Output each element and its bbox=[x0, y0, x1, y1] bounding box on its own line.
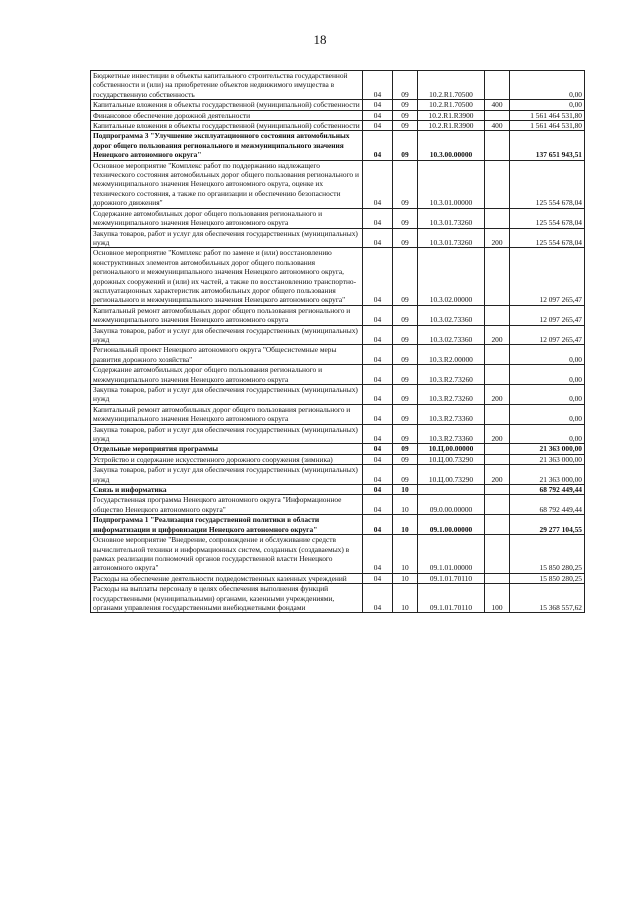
row-section: 04 bbox=[363, 131, 393, 160]
row-target-article: 09.1.00.00000 bbox=[418, 515, 485, 535]
table-row bbox=[91, 485, 585, 495]
row-section: 04 bbox=[363, 465, 393, 485]
row-name: Закупка товаров, работ и услуг для обеспечения государственных (муниципальных) нужд bbox=[91, 465, 363, 485]
row-expense-type bbox=[485, 305, 510, 325]
row-amount: 29 277 104,55 bbox=[510, 515, 585, 535]
row-subsection: 09 bbox=[393, 121, 418, 131]
row-section: 04 bbox=[363, 424, 393, 444]
row-section: 04 bbox=[363, 228, 393, 248]
row-subsection: 09 bbox=[393, 131, 418, 160]
table-row bbox=[91, 228, 585, 248]
row-name: Связь и информатика bbox=[91, 485, 363, 495]
row-section: 04 bbox=[363, 121, 393, 131]
row-subsection: 09 bbox=[393, 325, 418, 345]
table-row bbox=[91, 404, 585, 424]
row-amount: 12 097 265,47 bbox=[510, 248, 585, 305]
row-amount: 12 097 265,47 bbox=[510, 305, 585, 325]
row-amount: 0,00 bbox=[510, 345, 585, 365]
row-target-article: 10.Ц.00.73290 bbox=[418, 465, 485, 485]
row-amount: 0,00 bbox=[510, 385, 585, 405]
row-target-article: 10.2.R1.R3900 bbox=[418, 110, 485, 120]
row-amount: 12 097 265,47 bbox=[510, 325, 585, 345]
row-subsection: 09 bbox=[393, 228, 418, 248]
table-row bbox=[91, 495, 585, 515]
row-amount: 0,00 bbox=[510, 365, 585, 385]
row-section: 04 bbox=[363, 208, 393, 228]
row-name: Региональный проект Ненецкого автономного округа "Общесистемные меры развития дорожного хозяйства" bbox=[91, 345, 363, 365]
row-amount: 21 363 000,00 bbox=[510, 465, 585, 485]
table-row bbox=[91, 325, 585, 345]
row-amount: 0,00 bbox=[510, 100, 585, 110]
row-target-article: 10.2.R1.R3900 bbox=[418, 121, 485, 131]
row-name: Расходы на обеспечение деятельности подведомственных казенных учреждений bbox=[91, 573, 363, 583]
row-amount: 68 792 449,44 bbox=[510, 485, 585, 495]
row-expense-type bbox=[485, 573, 510, 583]
row-subsection: 09 bbox=[393, 208, 418, 228]
row-section: 04 bbox=[363, 535, 393, 574]
row-section: 04 bbox=[363, 454, 393, 464]
row-expense-type bbox=[485, 495, 510, 515]
row-amount: 125 554 678,04 bbox=[510, 208, 585, 228]
row-expense-type bbox=[485, 485, 510, 495]
row-expense-type bbox=[485, 444, 510, 454]
row-expense-type bbox=[485, 131, 510, 160]
row-target-article: 10.3.R2.73360 bbox=[418, 424, 485, 444]
row-subsection: 09 bbox=[393, 160, 418, 208]
row-target-article: 10.3.01.73260 bbox=[418, 228, 485, 248]
row-name: Капитальный ремонт автомобильных дорог общего пользования регионального и межмуниципального значения Ненецкого автономного округа bbox=[91, 404, 363, 424]
table-row bbox=[91, 465, 585, 485]
table-row bbox=[91, 454, 585, 464]
row-expense-type: 200 bbox=[485, 325, 510, 345]
row-expense-type: 100 bbox=[485, 584, 510, 613]
row-subsection: 10 bbox=[393, 584, 418, 613]
row-expense-type: 200 bbox=[485, 385, 510, 405]
row-expense-type: 200 bbox=[485, 424, 510, 444]
row-name: Закупка товаров, работ и услуг для обеспечения государственных (муниципальных) нужд bbox=[91, 228, 363, 248]
row-target-article: 10.3.01.00000 bbox=[418, 160, 485, 208]
row-name: Устройство и содержание искусственного дорожного сооружения (зимника) bbox=[91, 454, 363, 464]
row-subsection: 09 bbox=[393, 110, 418, 120]
row-section: 04 bbox=[363, 365, 393, 385]
row-name: Основное мероприятие "Комплекс работ по поддержанию надлежащего технического состояния автомобильных дорог общего пользования регионального и межмуниципального значения Ненецкого автономного округа, оценке их технического состояния, а также по организации и обеспечению безопасности дорожного движения" bbox=[91, 160, 363, 208]
row-target-article: 10.Ц.00.73290 bbox=[418, 454, 485, 464]
row-expense-type bbox=[485, 110, 510, 120]
row-target-article: 10.3.02.73360 bbox=[418, 305, 485, 325]
row-amount: 15 850 280,25 bbox=[510, 573, 585, 583]
row-name: Бюджетные инвестиции в объекты капитального строительства государственной собственности и (или) на приобретение объектов недвижимого имущества в государственную собственность bbox=[91, 71, 363, 100]
table-row bbox=[91, 208, 585, 228]
row-name: Закупка товаров, работ и услуг для обеспечения государственных (муниципальных) нужд bbox=[91, 325, 363, 345]
row-subsection: 10 bbox=[393, 535, 418, 574]
row-expense-type bbox=[485, 515, 510, 535]
row-section: 04 bbox=[363, 495, 393, 515]
row-target-article: 10.3.R2.73260 bbox=[418, 365, 485, 385]
row-expense-type bbox=[485, 160, 510, 208]
table-row bbox=[91, 160, 585, 208]
row-section: 04 bbox=[363, 110, 393, 120]
row-name: Капитальный ремонт автомобильных дорог общего пользования регионального и межмуниципального значения Ненецкого автономного округа bbox=[91, 305, 363, 325]
row-subsection: 09 bbox=[393, 424, 418, 444]
row-name: Закупка товаров, работ и услуг для обеспечения государственных (муниципальных) нужд bbox=[91, 424, 363, 444]
row-amount: 1 561 464 531,80 bbox=[510, 121, 585, 131]
row-section: 04 bbox=[363, 485, 393, 495]
row-amount: 15 850 280,25 bbox=[510, 535, 585, 574]
row-expense-type bbox=[485, 345, 510, 365]
row-subsection: 09 bbox=[393, 454, 418, 464]
row-amount: 125 554 678,04 bbox=[510, 160, 585, 208]
row-subsection: 10 bbox=[393, 515, 418, 535]
row-subsection: 09 bbox=[393, 404, 418, 424]
row-subsection: 10 bbox=[393, 485, 418, 495]
row-subsection: 09 bbox=[393, 444, 418, 454]
table-row bbox=[91, 305, 585, 325]
row-expense-type bbox=[485, 208, 510, 228]
table-row bbox=[91, 573, 585, 583]
row-amount: 0,00 bbox=[510, 424, 585, 444]
row-subsection: 09 bbox=[393, 385, 418, 405]
row-target-article: 10.3.R2.73260 bbox=[418, 385, 485, 405]
row-subsection: 09 bbox=[393, 100, 418, 110]
row-target-article: 09.1.01.70110 bbox=[418, 573, 485, 583]
row-name: Закупка товаров, работ и услуг для обеспечения государственных (муниципальных) нужд bbox=[91, 385, 363, 405]
row-target-article: 10.Ц.00.00000 bbox=[418, 444, 485, 454]
row-section: 04 bbox=[363, 515, 393, 535]
row-target-article: 09.1.01.00000 bbox=[418, 535, 485, 574]
row-name: Подпрограмма 1 "Реализация государственной политики в области информатизации и цифровизации Ненецкого автономного округа" bbox=[91, 515, 363, 535]
table-row bbox=[91, 535, 585, 574]
row-section: 04 bbox=[363, 100, 393, 110]
row-section: 04 bbox=[363, 248, 393, 305]
row-expense-type bbox=[485, 404, 510, 424]
row-subsection: 09 bbox=[393, 365, 418, 385]
row-name: Государственная программа Ненецкого автономного округа "Информационное общество Ненецкого автономного округа" bbox=[91, 495, 363, 515]
row-amount: 1 561 464 531,80 bbox=[510, 110, 585, 120]
row-target-article: 09.1.01.70110 bbox=[418, 584, 485, 613]
row-target-article: 10.3.02.00000 bbox=[418, 248, 485, 305]
row-expense-type bbox=[485, 454, 510, 464]
row-expense-type: 400 bbox=[485, 121, 510, 131]
row-name: Капитальные вложения в объекты государственной (муниципальной) собственности bbox=[91, 100, 363, 110]
row-target-article: 10.2.R1.70500 bbox=[418, 71, 485, 100]
row-name: Капитальные вложения в объекты государственной (муниципальной) собственности bbox=[91, 121, 363, 131]
row-amount: 125 554 678,04 bbox=[510, 228, 585, 248]
table-row bbox=[91, 385, 585, 405]
row-section: 04 bbox=[363, 584, 393, 613]
row-target-article: 10.3.01.73260 bbox=[418, 208, 485, 228]
row-name: Содержание автомобильных дорог общего пользования регионального и межмуниципального значения Ненецкого автономного округа bbox=[91, 208, 363, 228]
table-row bbox=[91, 100, 585, 110]
row-target-article bbox=[418, 485, 485, 495]
row-expense-type bbox=[485, 535, 510, 574]
row-expense-type: 400 bbox=[485, 100, 510, 110]
row-target-article: 10.3.R2.00000 bbox=[418, 345, 485, 365]
row-expense-type bbox=[485, 248, 510, 305]
row-target-article: 10.3.00.00000 bbox=[418, 131, 485, 160]
row-amount: 15 368 557,62 bbox=[510, 584, 585, 613]
row-name: Финансовое обеспечение дорожной деятельности bbox=[91, 110, 363, 120]
table-row bbox=[91, 131, 585, 160]
row-expense-type: 200 bbox=[485, 228, 510, 248]
row-subsection: 10 bbox=[393, 495, 418, 515]
row-subsection: 10 bbox=[393, 573, 418, 583]
row-target-article: 09.0.00.00000 bbox=[418, 495, 485, 515]
table-row bbox=[91, 515, 585, 535]
row-section: 04 bbox=[363, 325, 393, 345]
row-section: 04 bbox=[363, 404, 393, 424]
table-row bbox=[91, 71, 585, 100]
row-subsection: 09 bbox=[393, 305, 418, 325]
row-name: Отдельные мероприятия программы bbox=[91, 444, 363, 454]
table-row bbox=[91, 121, 585, 131]
row-amount: 21 363 000,00 bbox=[510, 444, 585, 454]
row-amount: 0,00 bbox=[510, 71, 585, 100]
row-amount: 137 651 943,51 bbox=[510, 131, 585, 160]
row-subsection: 09 bbox=[393, 71, 418, 100]
row-section: 04 bbox=[363, 160, 393, 208]
table-row bbox=[91, 110, 585, 120]
table-row bbox=[91, 424, 585, 444]
row-section: 04 bbox=[363, 573, 393, 583]
table-row bbox=[91, 444, 585, 454]
row-name: Основное мероприятие "Комплекс работ по замене и (или) восстановлению конструктивных элементов автомобильных дорог общего пользования регионального и межмуниципального значения Ненецкого автономного округа, дорожных сооружений и (или) их частей, а также по восстановлению транспортно-эксплуатационных характеристик автомобильных дорог общего пользования регионального и межмуниципального значения Ненецкого автономного округа" bbox=[91, 248, 363, 305]
row-expense-type bbox=[485, 365, 510, 385]
row-amount: 0,00 bbox=[510, 404, 585, 424]
table-row bbox=[91, 345, 585, 365]
row-expense-type bbox=[485, 71, 510, 100]
row-target-article: 10.3.02.73360 bbox=[418, 325, 485, 345]
row-target-article: 10.2.R1.70500 bbox=[418, 100, 485, 110]
row-subsection: 09 bbox=[393, 345, 418, 365]
table-row bbox=[91, 584, 585, 613]
row-amount: 68 792 449,44 bbox=[510, 495, 585, 515]
row-target-article: 10.3.R2.73360 bbox=[418, 404, 485, 424]
row-section: 04 bbox=[363, 385, 393, 405]
row-subsection: 09 bbox=[393, 465, 418, 485]
row-section: 04 bbox=[363, 444, 393, 454]
table-row bbox=[91, 365, 585, 385]
row-name: Содержание автомобильных дорог общего пользования регионального и межмуниципального значения Ненецкого автономного округа bbox=[91, 365, 363, 385]
row-amount: 21 363 000,00 bbox=[510, 454, 585, 464]
row-subsection: 09 bbox=[393, 248, 418, 305]
row-name: Основное мероприятие "Внедрение, сопровождение и обслуживание средств вычислительной техники и информационных систем, созданных (создаваемых) в рамках реализации полномочий органов государственной власти Ненецкого автономного округа" bbox=[91, 535, 363, 574]
row-expense-type: 200 bbox=[485, 465, 510, 485]
row-section: 04 bbox=[363, 305, 393, 325]
row-section: 04 bbox=[363, 345, 393, 365]
table-row bbox=[91, 248, 585, 305]
row-name: Расходы на выплаты персоналу в целях обеспечения выполнения функций государственными (муниципальными) органами, казенными учреждениями, органами управления государственными внебюджетными фондами bbox=[91, 584, 363, 613]
budget-table bbox=[90, 70, 585, 613]
row-name: Подпрограмма 3 "Улучшение эксплуатационного состояния автомобильных дорог общего пользования регионального и межмуниципального значения Ненецкого автономного округа" bbox=[91, 131, 363, 160]
row-section: 04 bbox=[363, 71, 393, 100]
page-number: 18 bbox=[313, 32, 327, 47]
